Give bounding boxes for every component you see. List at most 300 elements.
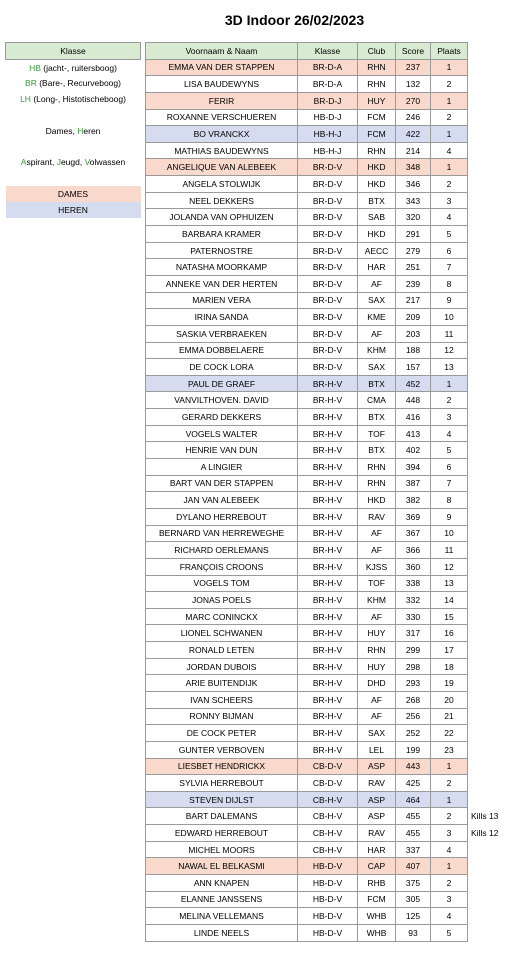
legend-heren-text: eren <box>83 125 101 136</box>
cell-klasse: BR-H-V <box>298 475 358 492</box>
cell-name: BART VAN DER STAPPEN <box>146 475 298 492</box>
table-row <box>146 242 501 259</box>
table-row <box>146 59 501 76</box>
cell-score: 425 <box>396 775 431 792</box>
cell-score: 199 <box>396 741 431 758</box>
legend-table <box>5 42 141 218</box>
cell-club: RHB <box>358 875 396 892</box>
cell-club: SAX <box>358 725 396 742</box>
cell-note: Kills 12 <box>471 827 499 838</box>
cell-score: 375 <box>396 875 431 892</box>
cell-score: 209 <box>396 309 431 326</box>
cell-plaats: 1 <box>431 126 468 143</box>
cell-club: AF <box>358 691 396 708</box>
cell-klasse: BR-H-V <box>298 708 358 725</box>
cell-klasse: BR-D-V <box>298 159 358 176</box>
table-row <box>146 908 501 925</box>
legend-age-a: A <box>20 157 27 168</box>
cell-club: AF <box>358 542 396 559</box>
table-row <box>146 392 501 409</box>
cell-club: HUY <box>358 625 396 642</box>
cell-score: 239 <box>396 275 431 292</box>
cell-klasse: HB-D-V <box>298 891 358 908</box>
column-header-plaats: Plaats <box>431 43 468 60</box>
cell-name: BARBARA KRAMER <box>146 226 298 243</box>
table-row <box>146 226 501 243</box>
legend-hb <box>6 59 141 75</box>
table-row <box>146 259 501 276</box>
cell-plaats: 1 <box>431 159 468 176</box>
cell-name: ARIE BUITENDIJK <box>146 675 298 692</box>
cell-plaats: 16 <box>431 625 468 642</box>
cell-plaats: 8 <box>431 492 468 509</box>
cell-plaats: 2 <box>431 808 468 825</box>
table-row <box>146 459 501 476</box>
cell-name: ANN KNAPEN <box>146 875 298 892</box>
cell-klasse: BR-D-J <box>298 92 358 109</box>
cell-name: PAUL DE GRAEF <box>146 375 298 392</box>
table-row <box>146 342 501 359</box>
table-row <box>146 758 501 775</box>
table-row <box>146 675 501 692</box>
cell-score: 338 <box>396 575 431 592</box>
cell-club: RHN <box>358 642 396 659</box>
table-row <box>146 126 501 143</box>
cell-name: NATASHA MOORKAMP <box>146 259 298 276</box>
cell-klasse: BR-D-V <box>298 359 358 376</box>
cell-club: TOF <box>358 425 396 442</box>
cell-plaats: 1 <box>431 858 468 875</box>
table-row <box>146 192 501 209</box>
cell-klasse: BR-H-V <box>298 459 358 476</box>
cell-plaats: 17 <box>431 642 468 659</box>
table-row <box>146 708 501 725</box>
cell-name: DE COCK LORA <box>146 359 298 376</box>
cell-club: HKD <box>358 176 396 193</box>
cell-klasse: BR-H-V <box>298 492 358 509</box>
cell-name: FRANÇOIS CROONS <box>146 558 298 575</box>
cell-plaats: 13 <box>431 359 468 376</box>
cell-club: FCM <box>358 126 396 143</box>
cell-score: 203 <box>396 325 431 342</box>
cell-klasse: BR-H-V <box>298 425 358 442</box>
cell-plaats: 2 <box>431 392 468 409</box>
cell-klasse: BR-H-V <box>298 542 358 559</box>
cell-klasse: BR-H-V <box>298 442 358 459</box>
cell-plaats: 10 <box>431 525 468 542</box>
cell-name: EMMA VAN DER STAPPEN <box>146 59 298 76</box>
table-row <box>146 575 501 592</box>
cell-name: VOGELS WALTER <box>146 425 298 442</box>
table-row <box>146 275 501 292</box>
cell-plaats: 7 <box>431 259 468 276</box>
cell-klasse: BR-H-V <box>298 525 358 542</box>
cell-score: 448 <box>396 392 431 409</box>
legend-dames-heren <box>6 123 141 139</box>
legend-br-code: BR <box>25 78 37 89</box>
cell-name: FERIR <box>146 92 298 109</box>
cell-name: PATERNOSTRE <box>146 242 298 259</box>
cell-plaats: 1 <box>431 375 468 392</box>
legend-age <box>6 155 141 171</box>
cell-klasse: BR-H-V <box>298 575 358 592</box>
table-row <box>146 359 501 376</box>
cell-klasse: BR-H-V <box>298 409 358 426</box>
cell-klasse: BR-H-V <box>298 658 358 675</box>
cell-club: HUY <box>358 658 396 675</box>
cell-score: 455 <box>396 825 431 842</box>
cell-klasse: BR-D-V <box>298 342 358 359</box>
cell-plaats: 5 <box>431 226 468 243</box>
legend-br-text: (Bare-, Recurveboog) <box>36 78 121 89</box>
cell-club: RHN <box>358 459 396 476</box>
cell-name: GUNTER VERBOVEN <box>146 741 298 758</box>
cell-club: CAP <box>358 858 396 875</box>
cell-score: 452 <box>396 375 431 392</box>
cell-name: ANNEKE VAN DER HERTEN <box>146 275 298 292</box>
table-row <box>146 875 501 892</box>
legend-age-text: olwassen <box>89 157 126 168</box>
cell-name: SASKIA VERBRAEKEN <box>146 325 298 342</box>
cell-plaats: 12 <box>431 558 468 575</box>
cell-name: STEVEN DIJLST <box>146 791 298 808</box>
table-row <box>146 691 501 708</box>
cell-name: BO VRANCKX <box>146 126 298 143</box>
cell-name: JONAS POELS <box>146 592 298 609</box>
cell-plaats: 12 <box>431 342 468 359</box>
legend-lh-code: LH <box>20 94 31 105</box>
cell-klasse: HB-D-V <box>298 875 358 892</box>
cell-score: 382 <box>396 492 431 509</box>
cell-plaats: 2 <box>431 76 468 93</box>
cell-plaats: 3 <box>431 891 468 908</box>
cell-club: BTX <box>358 375 396 392</box>
cell-plaats: 11 <box>431 325 468 342</box>
legend-age-text: spirant, <box>26 157 57 168</box>
cell-club: BTX <box>358 192 396 209</box>
table-row <box>146 741 501 758</box>
table-row <box>146 309 501 326</box>
cell-plaats: 20 <box>431 691 468 708</box>
cell-name: BERNARD VAN HERREWEGHE <box>146 525 298 542</box>
cell-club: RHN <box>358 59 396 76</box>
legend-spacer <box>6 170 141 186</box>
cell-score: 279 <box>396 242 431 259</box>
cell-name: NAWAL EL BELKASMI <box>146 858 298 875</box>
cell-score: 343 <box>396 192 431 209</box>
legend-age-v: V <box>84 157 90 168</box>
legend-dames: DAMES <box>6 186 141 202</box>
cell-score: 291 <box>396 226 431 243</box>
cell-klasse: BR-H-V <box>298 508 358 525</box>
table-row <box>146 159 501 176</box>
cell-plaats: 9 <box>431 292 468 309</box>
cell-klasse: CB-H-V <box>298 841 358 858</box>
cell-name: DE COCK PETER <box>146 725 298 742</box>
cell-club: RHN <box>358 475 396 492</box>
cell-plaats: 14 <box>431 592 468 609</box>
cell-score: 394 <box>396 459 431 476</box>
cell-plaats: 6 <box>431 242 468 259</box>
cell-klasse: HB-H-J <box>298 126 358 143</box>
cell-name: MICHEL MOORS <box>146 841 298 858</box>
cell-score: 270 <box>396 92 431 109</box>
cell-score: 298 <box>396 658 431 675</box>
cell-club: ASP <box>358 808 396 825</box>
table-row <box>146 791 501 808</box>
legend-dames-text: Dames, <box>45 125 78 136</box>
cell-score: 402 <box>396 442 431 459</box>
cell-plaats: 19 <box>431 675 468 692</box>
cell-club: SAX <box>358 292 396 309</box>
cell-name: MATHIAS BAUDEWYNS <box>146 142 298 159</box>
cell-klasse: BR-D-V <box>298 176 358 193</box>
cell-club: HAR <box>358 259 396 276</box>
cell-plaats: 3 <box>431 409 468 426</box>
cell-score: 367 <box>396 525 431 542</box>
cell-name: LISA BAUDEWYNS <box>146 76 298 93</box>
cell-score: 217 <box>396 292 431 309</box>
cell-score: 422 <box>396 126 431 143</box>
cell-plaats: 11 <box>431 542 468 559</box>
cell-score: 293 <box>396 675 431 692</box>
cell-score: 256 <box>396 708 431 725</box>
legend-spacer <box>6 139 141 155</box>
cell-score: 132 <box>396 76 431 93</box>
cell-klasse: BR-H-V <box>298 691 358 708</box>
cell-club: KME <box>358 309 396 326</box>
table-row <box>146 409 501 426</box>
cell-name: EMMA DOBBELAERE <box>146 342 298 359</box>
cell-klasse: BR-H-V <box>298 558 358 575</box>
cell-score: 268 <box>396 691 431 708</box>
cell-club: RHN <box>358 142 396 159</box>
cell-klasse: BR-D-V <box>298 242 358 259</box>
cell-score: 346 <box>396 176 431 193</box>
cell-plaats: 5 <box>431 924 468 941</box>
cell-name: LIONEL SCHWANEN <box>146 625 298 642</box>
cell-klasse: HB-D-V <box>298 858 358 875</box>
cell-plaats: 1 <box>431 59 468 76</box>
cell-plaats: 4 <box>431 908 468 925</box>
legend-lh <box>6 91 141 107</box>
cell-club: FCM <box>358 109 396 126</box>
cell-name: JAN VAN ALEBEEK <box>146 492 298 509</box>
cell-plaats: 4 <box>431 841 468 858</box>
cell-club: HKD <box>358 226 396 243</box>
table-row <box>146 76 501 93</box>
table-row <box>146 176 501 193</box>
legend-age-text: eugd, <box>60 157 85 168</box>
cell-plaats: 1 <box>431 758 468 775</box>
cell-plaats: 4 <box>431 142 468 159</box>
cell-score: 246 <box>396 109 431 126</box>
legend-hb-text: (jacht-, ruitersboog) <box>40 62 117 73</box>
cell-plaats: 1 <box>431 791 468 808</box>
legend-heren-code: H <box>77 125 84 136</box>
legend-hb-code: HB <box>29 62 41 73</box>
cell-club: SAB <box>358 209 396 226</box>
cell-name: ELANNE JANSSENS <box>146 891 298 908</box>
cell-score: 252 <box>396 725 431 742</box>
cell-plaats: 4 <box>431 209 468 226</box>
table-row <box>146 325 501 342</box>
cell-club: WHB <box>358 924 396 941</box>
table-row <box>146 725 501 742</box>
table-row <box>146 209 501 226</box>
page-title <box>0 12 529 28</box>
cell-klasse: CB-H-V <box>298 825 358 842</box>
cell-plaats: 22 <box>431 725 468 742</box>
cell-plaats: 7 <box>431 475 468 492</box>
cell-name: ANGELA STOLWIJK <box>146 176 298 193</box>
cell-name: RICHARD OERLEMANS <box>146 542 298 559</box>
cell-score: 320 <box>396 209 431 226</box>
cell-name: MARC CONINCKX <box>146 608 298 625</box>
cell-name: ANGELIQUE VAN ALEBEEK <box>146 159 298 176</box>
cell-plaats: 6 <box>431 459 468 476</box>
cell-club: KHM <box>358 592 396 609</box>
table-row <box>146 425 501 442</box>
cell-score: 337 <box>396 841 431 858</box>
cell-name: LIESBET HENDRICKX <box>146 758 298 775</box>
table-row <box>146 825 501 842</box>
cell-klasse: BR-H-V <box>298 642 358 659</box>
cell-club: AF <box>358 708 396 725</box>
legend-age-j: J <box>56 157 61 168</box>
cell-klasse: HB-D-V <box>298 924 358 941</box>
cell-club: AF <box>358 275 396 292</box>
cell-klasse: BR-D-V <box>298 192 358 209</box>
cell-name: VOGELS TOM <box>146 575 298 592</box>
cell-name: A LINGIER <box>146 459 298 476</box>
cell-klasse: BR-H-V <box>298 608 358 625</box>
table-row <box>146 375 501 392</box>
cell-club: KJSS <box>358 558 396 575</box>
cell-name: IVAN SCHEERS <box>146 691 298 708</box>
cell-name: SYLVIA HERREBOUT <box>146 775 298 792</box>
cell-score: 407 <box>396 858 431 875</box>
cell-club: ASP <box>358 791 396 808</box>
table-row <box>146 642 501 659</box>
cell-name: NEEL DEKKERS <box>146 192 298 209</box>
cell-klasse: BR-H-V <box>298 375 358 392</box>
cell-club: DHD <box>358 675 396 692</box>
cell-score: 214 <box>396 142 431 159</box>
cell-name: VANVILTHOVEN. DAVID <box>146 392 298 409</box>
cell-score: 157 <box>396 359 431 376</box>
cell-club: RHN <box>358 76 396 93</box>
cell-name: MELINA VELLEMANS <box>146 908 298 925</box>
table-row <box>146 492 501 509</box>
cell-klasse: BR-D-V <box>298 209 358 226</box>
cell-club: TOF <box>358 575 396 592</box>
cell-club: CMA <box>358 392 396 409</box>
cell-score: 188 <box>396 342 431 359</box>
table-row <box>146 525 501 542</box>
cell-club: KHM <box>358 342 396 359</box>
cell-plaats: 18 <box>431 658 468 675</box>
cell-klasse: CB-H-V <box>298 791 358 808</box>
cell-name: DYLANO HERREBOUT <box>146 508 298 525</box>
cell-club: BTX <box>358 409 396 426</box>
cell-score: 369 <box>396 508 431 525</box>
cell-klasse: BR-D-V <box>298 292 358 309</box>
cell-name: RONALD LETEN <box>146 642 298 659</box>
cell-club: AECC <box>358 242 396 259</box>
table-row <box>146 658 501 675</box>
cell-plaats: 3 <box>431 825 468 842</box>
cell-klasse: BR-H-V <box>298 392 358 409</box>
cell-klasse: BR-H-V <box>298 625 358 642</box>
cell-plaats: 5 <box>431 442 468 459</box>
column-header-score: Score <box>396 43 431 60</box>
legend-br <box>6 76 141 92</box>
cell-klasse: BR-H-V <box>298 675 358 692</box>
cell-klasse: BR-H-V <box>298 725 358 742</box>
cell-klasse: BR-H-V <box>298 741 358 758</box>
cell-score: 330 <box>396 608 431 625</box>
table-row <box>146 841 501 858</box>
cell-name: EDWARD HERREBOUT <box>146 825 298 842</box>
cell-klasse: HB-H-J <box>298 142 358 159</box>
column-header-name: Voornaam & Naam <box>146 43 298 60</box>
legend-heren: HEREN <box>6 202 141 218</box>
cell-plaats: 8 <box>431 275 468 292</box>
cell-klasse: HB-D-V <box>298 908 358 925</box>
cell-club: ASP <box>358 758 396 775</box>
column-header-club: Club <box>358 43 396 60</box>
cell-club: HKD <box>358 492 396 509</box>
cell-score: 416 <box>396 409 431 426</box>
cell-score: 125 <box>396 908 431 925</box>
cell-plaats: 1 <box>431 92 468 109</box>
cell-plaats: 10 <box>431 309 468 326</box>
cell-klasse: BR-H-V <box>298 592 358 609</box>
cell-name: GERARD DEKKERS <box>146 409 298 426</box>
cell-klasse: BR-D-A <box>298 59 358 76</box>
table-row <box>146 508 501 525</box>
table-row <box>146 924 501 941</box>
cell-club: RAV <box>358 825 396 842</box>
cell-score: 360 <box>396 558 431 575</box>
cell-score: 455 <box>396 808 431 825</box>
cell-name: ROXANNE VERSCHUEREN <box>146 109 298 126</box>
table-row <box>146 142 501 159</box>
cell-club: RAV <box>358 775 396 792</box>
cell-score: 443 <box>396 758 431 775</box>
cell-score: 93 <box>396 924 431 941</box>
cell-club: FCM <box>358 891 396 908</box>
page-title-text: 3D Indoor 26/02/2023 <box>224 12 365 28</box>
cell-klasse: HB-D-J <box>298 109 358 126</box>
cell-plaats: 9 <box>431 508 468 525</box>
cell-club: RAV <box>358 508 396 525</box>
cell-name: BART DALEMANS <box>146 808 298 825</box>
legend-spacer <box>6 107 141 123</box>
cell-klasse: CB-D-V <box>298 775 358 792</box>
cell-name: JOLANDA VAN OPHUIZEN <box>146 209 298 226</box>
table-row <box>146 109 501 126</box>
cell-score: 237 <box>396 59 431 76</box>
table-row <box>146 92 501 109</box>
cell-note: Kills 13 <box>471 811 499 822</box>
table-row <box>146 808 501 825</box>
table-row <box>146 442 501 459</box>
cell-club: HAR <box>358 841 396 858</box>
cell-klasse: BR-D-V <box>298 259 358 276</box>
cell-plaats: 2 <box>431 176 468 193</box>
